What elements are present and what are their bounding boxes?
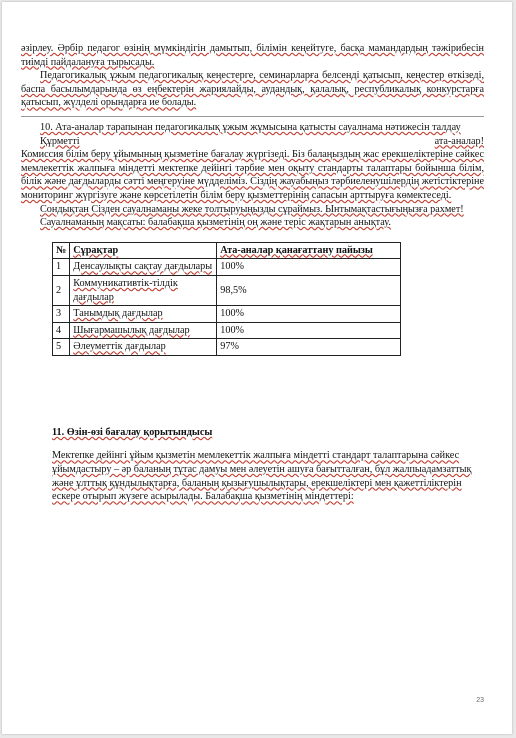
section-11-text: Мектепке дейінгі ұйым қызметін мемлекеттік жалпыға міндетті стандарт талаптарына сәйкес ұйымдастыру – әр баланың тұтас дамуы мен әлеуетін ашуға бағытталған, бұл жалпыадамзаттық және ұлттық құндылықтарға, баланың қызығушылықтары, ерекшеліктері мен қажеттіліктерін ескере отырып жүзеге асырылады. Балабақша қызметінің міндеттері: xyxy=(52,450,472,503)
row-percent: 97% xyxy=(217,339,401,356)
row-question: Денсаулықты сақтау дағдылары xyxy=(70,259,217,276)
goal-paragraph: Сауалнаманың мақсаты: балабақша қызметінің оң және теріс жақтарын анықтау. xyxy=(40,217,391,229)
row-number: 1 xyxy=(53,259,70,276)
document-page xyxy=(2,2,512,734)
survey-results-table xyxy=(52,242,401,356)
header-number: № xyxy=(53,242,70,259)
row-question: Коммуникативтік-тілдік дағдылар xyxy=(70,275,217,305)
page-content xyxy=(21,42,484,504)
row-question: Әлеуметтік дағдылар xyxy=(70,339,217,356)
top-paragraph-1: әзірлеу. Әрбір педагог өзінің мүмкіндігін дамытып, білімін кеңейтуге, басқа мамандардың тәжірибесін тиімді пайдалануға тырысады. xyxy=(21,43,484,68)
table-row xyxy=(53,259,401,276)
top-paragraph-2: Педагогикалық ұжым педагогикалық кеңестерге, семинарларға белсенді қатысып, кеңестер өткізеді, баспа басылымдарында өз еңбектерін жариялайды, аудандық, қалалық, республикалық конкурстарға қатысып, жүлделі орындарға ие болады. xyxy=(21,70,484,109)
survey-paragraph: Комиссия білім беру ұйымының қызметіне бағалау жүргізеді. Біз балаңыздың жас ерекшеліктеріне сәйкес мемлекеттік жалпыға міндетті мектепке дейінгі тәрбие мен оқыту стандарты талаптары бойынша білім, білік және дағдыларды сәтті меңгеруіне мүдделіміз. Сіздің жауабыңыз тәрбиеленушілердің жетістіктеріне мониторинг жүргізуге және көрсетілетін білім беру қызметтерінің сапасын арттыруға көмектеседі. xyxy=(21,149,484,201)
row-number: 4 xyxy=(53,322,70,339)
header-questions: Сұрақтар xyxy=(70,242,217,259)
row-number: 5 xyxy=(53,339,70,356)
section-10-title: 10. Ата-аналар тарапынан педагогикалық ұжым жұмысына қатысты сауалнама нәтижесін талдау xyxy=(40,121,461,133)
table-row xyxy=(53,322,401,339)
header-satisfaction: Ата-аналар қанағаттану пайызы xyxy=(217,242,401,259)
table-row xyxy=(53,275,401,305)
horizontal-rule xyxy=(21,116,484,117)
greeting-left: Құрметті xyxy=(40,135,80,147)
table-row xyxy=(53,339,401,356)
row-number: 3 xyxy=(53,306,70,323)
row-percent: 100% xyxy=(217,259,401,276)
page-number: 23 xyxy=(476,697,484,704)
table-header-row xyxy=(53,242,401,259)
table-row xyxy=(53,306,401,323)
greeting-right: ата-аналар! xyxy=(434,135,484,147)
row-percent: 100% xyxy=(217,322,401,339)
row-question: Шығармашылық дағдылар xyxy=(70,322,217,339)
request-paragraph: Сондықтан Сізден сауалнаманы жеке толтыруыңызды сұраймыз. Ынтымақтастығыңызға рахмет! xyxy=(40,203,464,215)
greeting-line xyxy=(21,135,484,149)
row-number: 2 xyxy=(53,275,70,305)
row-percent: 98,5% xyxy=(217,275,401,305)
row-percent: 100% xyxy=(217,306,401,323)
section-11-title: 11. Өзін-өзі бағалау қорытындысы xyxy=(52,426,213,438)
row-question: Танымдық дағдылар xyxy=(70,306,217,323)
